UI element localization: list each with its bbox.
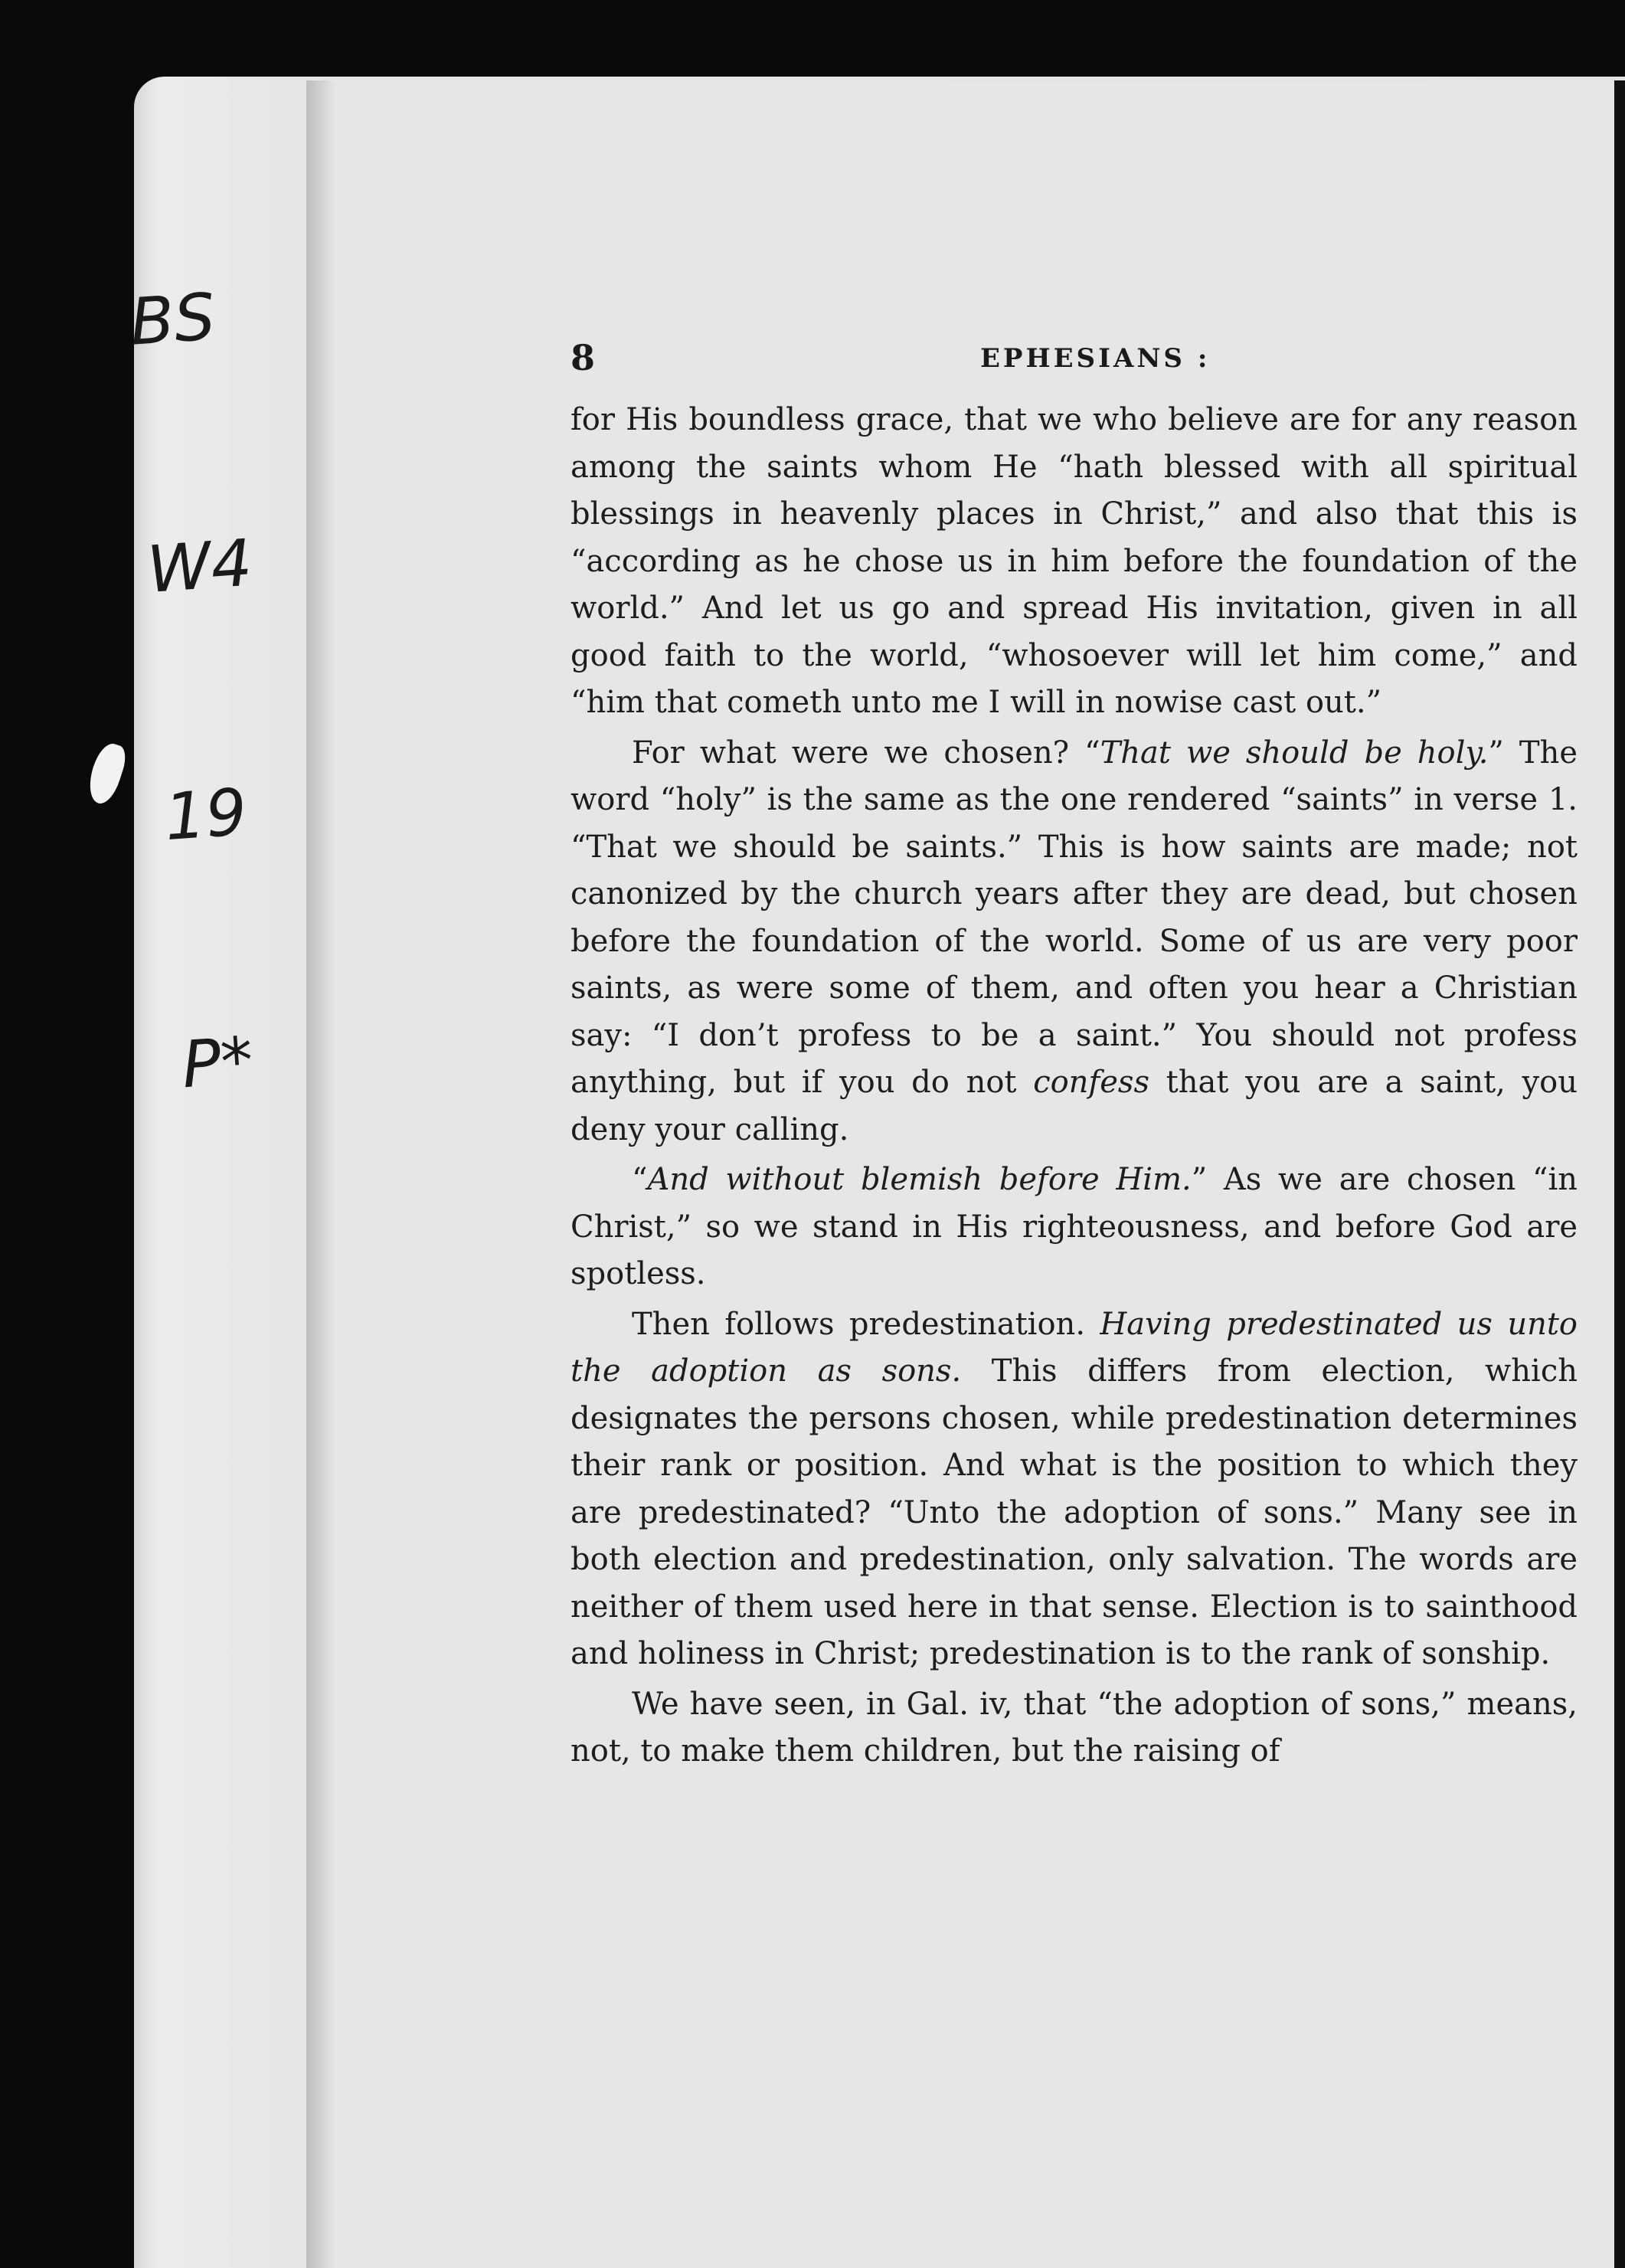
italic-run: Having predestinated us unto the adoption as sons.	[571, 1306, 1578, 1389]
text-run: For what were we chosen? “	[632, 735, 1100, 771]
running-head: EPHESIANS :	[980, 343, 1211, 374]
text-run: ” As we are chosen “in Christ,” so we stand in His righteousness, and before God are spotless.	[571, 1162, 1578, 1291]
text-run: for His boundless grace, that we who believe are for any reason among the saints whom He “hath blessed with all spiritual blessings in heavenly places in Christ,” and also that this is “according as he chose us in him before the foundation of the world.” And let us go and spread His invitation, given in all good faith to the world, “whosoever will let him come,” and “him that cometh unto me I will in nowise cast out.”	[571, 402, 1578, 720]
scan-edge	[1614, 80, 1625, 2268]
paragraph	[571, 1681, 1578, 1775]
paragraph	[571, 730, 1578, 1154]
italic-run: And without blemish before Him.	[647, 1162, 1192, 1197]
paragraph	[571, 1157, 1578, 1298]
paragraph	[571, 1301, 1578, 1678]
text-run: “	[632, 1162, 648, 1197]
italic-run: confess	[1033, 1065, 1149, 1100]
call-number-line: 19	[162, 774, 250, 856]
text-run: We have seen, in Gal. iv, that “the adoption of sons,” means, not, to make them children, but the raising of	[571, 1686, 1578, 1769]
call-number-line: P*	[179, 1023, 256, 1103]
text-run: Then follows predestination.	[632, 1306, 1100, 1342]
paragraph	[571, 397, 1578, 727]
text-run: ” The word “holy” is the same as the one rendered “saints” in verse 1. “That we should be saints.” This is how saints are made; not canonized by the church years after they are dead, but chosen before the foundation of the world. Some of us are very poor saints, as were some of them, and often you hear a Christian say: “I don’t profess to be a saint.” You should not profess anything, but if you do not	[571, 735, 1578, 1100]
page-number: 8	[571, 337, 596, 378]
body-text	[571, 397, 1578, 1775]
italic-run: That we should be holy.	[1100, 735, 1489, 771]
text-run: that you are a saint, you deny your calling.	[571, 1065, 1578, 1147]
call-number-line: W4	[145, 525, 255, 607]
scan-blemish	[83, 740, 130, 807]
call-number-line: BS	[127, 279, 218, 360]
text-run: This differs from election, which designates the persons chosen, while predestination determines their rank or position. And what is the position to which they are predestinated? “Unto the adoption of sons.” Many see in both election and predestination, only salvation. The words are neither of them used here in that sense. Election is to sainthood and holiness in Christ; predestination is to the rank of sonship.	[571, 1353, 1578, 1671]
binding-gutter	[306, 80, 337, 2268]
